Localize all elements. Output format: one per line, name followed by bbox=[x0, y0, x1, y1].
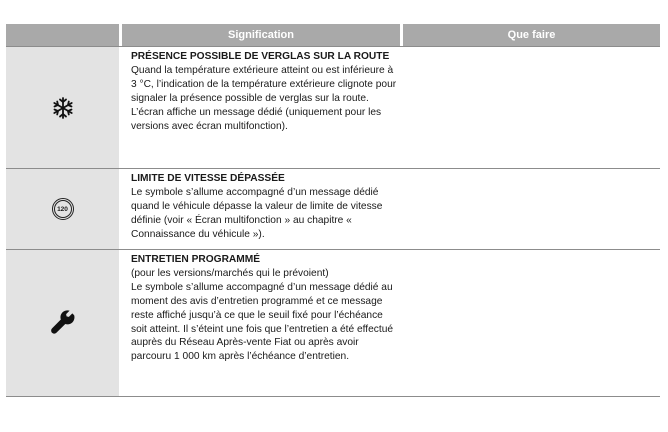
row-icon-cell bbox=[6, 250, 119, 396]
row-paragraph: Le symbole s’allume accompagné d’un message dédié au moment des avis d’entretien programmé et ce message reste affiché jusqu’à ce que le seuil fixé pour l’échéance soit atteint. Il s’éteint une fois que l’entretien a été effectué auprès du Réseau Après-vente Fiat ou après avoir parcouru 1 000 km après l’échéance d’entretien. bbox=[131, 281, 394, 363]
table-row bbox=[6, 249, 660, 397]
header-signification: Signification bbox=[122, 24, 400, 46]
wrench-icon bbox=[50, 310, 76, 336]
row-paragraph: Le symbole s’allume accompagné d’un message dédié quand le véhicule dépasse la valeur de limite de vitesse définie (voir « Écran multifonction » au chapitre « Connaissance du véhicule »). bbox=[131, 186, 383, 240]
row-icon-cell bbox=[6, 169, 119, 249]
row-title: PRÉSENCE POSSIBLE DE VERGLAS SUR LA ROUTE bbox=[131, 51, 390, 62]
row-paragraph: Quand la température extérieure atteint ou est inférieure à 3 °C, l’indication de la température extérieure clignote pour signaler la présence possible de verglas sur la route. bbox=[131, 64, 397, 104]
table-header bbox=[6, 24, 660, 46]
row-signification-cell bbox=[131, 250, 401, 371]
row-title: LIMITE DE VITESSE DÉPASSÉE bbox=[131, 173, 285, 184]
table-row bbox=[6, 46, 660, 168]
header-que-faire: Que faire bbox=[403, 24, 660, 46]
speed-limit-value: 120 bbox=[57, 205, 68, 213]
header-icon-column bbox=[6, 24, 119, 46]
row-signification-cell bbox=[131, 169, 401, 249]
row-title: ENTRETIEN PROGRAMMÉ bbox=[131, 254, 261, 265]
speed-limit-icon bbox=[52, 198, 74, 220]
row-paragraph: (pour les versions/marchés qui le prévoient) bbox=[131, 267, 329, 279]
warning-lights-table bbox=[6, 24, 660, 397]
row-paragraph: L’écran affiche un message dédié (uniquement pour les versions avec écran multifonction). bbox=[131, 106, 382, 132]
row-icon-cell bbox=[6, 47, 119, 168]
snowflake-icon bbox=[51, 96, 75, 120]
row-signification-cell bbox=[131, 47, 401, 140]
table-row bbox=[6, 168, 660, 249]
